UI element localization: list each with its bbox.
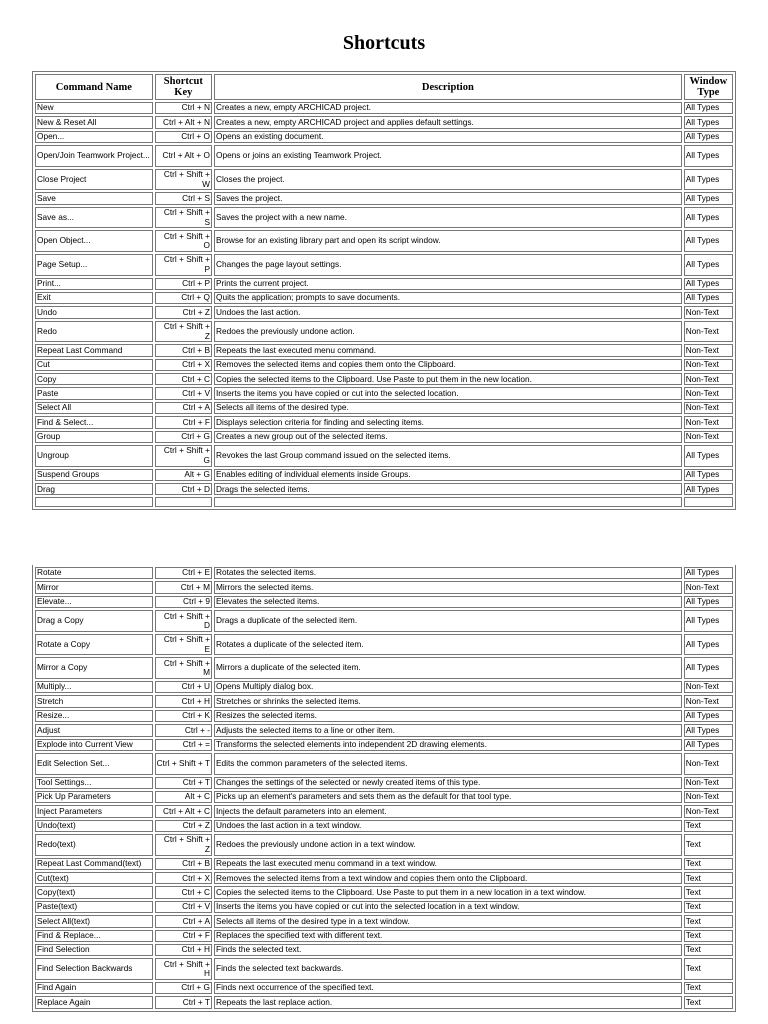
cell-shortcut-key: Ctrl + C — [155, 373, 212, 385]
cell-description: Rotates a duplicate of the selected item. — [214, 634, 682, 656]
cell-window-type: All Types — [684, 145, 733, 167]
cell-command-name: Select All — [35, 402, 153, 414]
cell-shortcut-key: Ctrl + Shift + Z — [155, 834, 212, 856]
cell-command-name: Paste — [35, 387, 153, 399]
cell-shortcut-key: Ctrl + G — [155, 982, 212, 994]
cell-command-name: Copy(text) — [35, 886, 153, 898]
cell-command-name: Cut — [35, 359, 153, 371]
cell-shortcut-key: Ctrl + Shift + O — [155, 230, 212, 252]
cell-description: Redoes the previously undone action. — [214, 321, 682, 343]
cell-window-type: Text — [684, 996, 733, 1008]
cell-description: Displays selection criteria for finding and selecting items. — [214, 416, 682, 428]
cell-window-type: All Types — [684, 610, 733, 632]
cell-command-name: Find Selection Backwards — [35, 958, 153, 980]
cell-shortcut-key: Ctrl + S — [155, 192, 212, 204]
cell-command-name: Edit Selection Set... — [35, 753, 153, 775]
cell-command-name: Close Project — [35, 169, 153, 191]
cell-description: Removes the selected items from a text window and copies them onto the Clipboard. — [214, 872, 682, 884]
cell-window-type: Text — [684, 858, 733, 870]
cell-window-type: Non-Text — [684, 805, 733, 817]
cell-description: Inserts the items you have copied or cut into the selected location. — [214, 387, 682, 399]
cell-command-name: Mirror — [35, 581, 153, 593]
table-row — [35, 402, 733, 414]
cell-shortcut-key: Ctrl + P — [155, 278, 212, 290]
cell-description: Finds next occurrence of the specified text. — [214, 982, 682, 994]
cell-window-type: Non-Text — [684, 681, 733, 693]
table-row — [35, 834, 733, 856]
cell-description: Selects all items of the desired type in a text window. — [214, 915, 682, 927]
cell-command-name: Open/Join Teamwork Project... — [35, 145, 153, 167]
cell-description: Transforms the selected elements into independent 2D drawing elements. — [214, 739, 682, 751]
table-row — [35, 739, 733, 751]
cell-window-type: All Types — [684, 102, 733, 114]
cell-command-name: Inject Parameters — [35, 805, 153, 817]
cell-command-name: Adjust — [35, 724, 153, 736]
cell-command-name: Pick Up Parameters — [35, 791, 153, 803]
table-row — [35, 416, 733, 428]
cell-window-type: All Types — [684, 469, 733, 481]
cell-window-type: Non-Text — [684, 695, 733, 707]
cell-command-name: Elevate... — [35, 596, 153, 608]
cell-window-type: Non-Text — [684, 777, 733, 789]
cell-description: Adjusts the selected items to a line or other item. — [214, 724, 682, 736]
cell-description: Quits the application; prompts to save documents. — [214, 292, 682, 304]
cell-shortcut-key: Ctrl + Shift + G — [155, 445, 212, 467]
cell-command-name: Rotate — [35, 567, 153, 579]
cell-description: Repeats the last executed menu command. — [214, 344, 682, 356]
cell-window-type: All Types — [684, 131, 733, 143]
cell-command-name: Find Again — [35, 982, 153, 994]
table-row — [35, 710, 733, 722]
cell-shortcut-key: Ctrl + Shift + W — [155, 169, 212, 191]
cell-shortcut-key: Ctrl + Alt + O — [155, 145, 212, 167]
table-row — [35, 131, 733, 143]
cell-window-type: All Types — [684, 445, 733, 467]
cell-command-name: Save as... — [35, 207, 153, 229]
cell-shortcut-key: Ctrl + = — [155, 739, 212, 751]
table-row — [35, 207, 733, 229]
cell-command-name: Drag — [35, 483, 153, 495]
cell-window-type: All Types — [684, 710, 733, 722]
table-row — [35, 145, 733, 167]
table-row — [35, 469, 733, 481]
cell-shortcut-key: Ctrl + T — [155, 777, 212, 789]
cell-window-type: All Types — [684, 254, 733, 276]
cell-window-type: Non-Text — [684, 373, 733, 385]
cell-shortcut-key: Ctrl + T — [155, 996, 212, 1008]
cell-command-name: Find & Replace... — [35, 930, 153, 942]
cell-window-type: Non-Text — [684, 321, 733, 343]
cell-command-name: Ungroup — [35, 445, 153, 467]
cell-command-name: Resize... — [35, 710, 153, 722]
table-row — [35, 886, 733, 898]
cell-description: Opens an existing document. — [214, 131, 682, 143]
cell-description: Drags a duplicate of the selected item. — [214, 610, 682, 632]
cell-description: Redoes the previously undone action in a text window. — [214, 834, 682, 856]
cell-command-name: Repeat Last Command(text) — [35, 858, 153, 870]
cell-command-name: Find Selection — [35, 944, 153, 956]
cell-window-type: All Types — [684, 567, 733, 579]
cell-shortcut-key: Ctrl + V — [155, 387, 212, 399]
cell-description: Finds the selected text. — [214, 944, 682, 956]
table-row — [35, 278, 733, 290]
table-row — [35, 192, 733, 204]
cell-window-type: Text — [684, 944, 733, 956]
cell-command-name: Mirror a Copy — [35, 657, 153, 679]
cell-description: Rotates the selected items. — [214, 567, 682, 579]
header-shortcut-key: Shortcut Key — [155, 74, 212, 100]
cell-shortcut-key: Ctrl + G — [155, 431, 212, 443]
table-row — [35, 306, 733, 318]
cell-description: Repeats the last replace action. — [214, 996, 682, 1008]
cell-description: Removes the selected items and copies them onto the Clipboard. — [214, 359, 682, 371]
cell-shortcut-key: Ctrl + 9 — [155, 596, 212, 608]
table-row — [35, 292, 733, 304]
cell-command-name: Open Object... — [35, 230, 153, 252]
cell-shortcut-key: Ctrl + Z — [155, 820, 212, 832]
shortcuts-table-page-2 — [32, 565, 736, 1012]
table-row — [35, 483, 733, 495]
table-row — [35, 359, 733, 371]
table-row — [35, 344, 733, 356]
cell-window-type: Text — [684, 901, 733, 913]
cell-command-name: Undo — [35, 306, 153, 318]
cell-description: Closes the project. — [214, 169, 682, 191]
table-row — [35, 230, 733, 252]
cell-shortcut-key: Ctrl + H — [155, 944, 212, 956]
cell-window-type: Text — [684, 915, 733, 927]
cell-description: Creates a new group out of the selected items. — [214, 431, 682, 443]
table-row — [35, 581, 733, 593]
table-row — [35, 805, 733, 817]
cell-description: Elevates the selected items. — [214, 596, 682, 608]
cell-description: Prints the current project. — [214, 278, 682, 290]
cell-shortcut-key: Alt + C — [155, 791, 212, 803]
empty-cell — [35, 497, 153, 507]
cell-shortcut-key: Ctrl + Shift + H — [155, 958, 212, 980]
cell-command-name: Exit — [35, 292, 153, 304]
cell-description: Creates a new, empty ARCHICAD project. — [214, 102, 682, 114]
empty-cell — [214, 497, 682, 507]
cell-description: Opens or joins an existing Teamwork Project. — [214, 145, 682, 167]
cell-description: Selects all items of the desired type. — [214, 402, 682, 414]
cell-command-name: Group — [35, 431, 153, 443]
cell-shortcut-key: Alt + G — [155, 469, 212, 481]
table-row — [35, 791, 733, 803]
table-row — [35, 724, 733, 736]
cell-description: Replaces the specified text with different text. — [214, 930, 682, 942]
cell-command-name: Page Setup... — [35, 254, 153, 276]
cell-window-type: All Types — [684, 292, 733, 304]
cell-window-type: Non-Text — [684, 402, 733, 414]
cell-shortcut-key: Ctrl + C — [155, 886, 212, 898]
cell-shortcut-key: Ctrl + B — [155, 344, 212, 356]
cell-command-name: Undo(text) — [35, 820, 153, 832]
table-row — [35, 901, 733, 913]
cell-window-type: Text — [684, 930, 733, 942]
cell-window-type: Non-Text — [684, 431, 733, 443]
cell-command-name: Drag a Copy — [35, 610, 153, 632]
cell-command-name: New — [35, 102, 153, 114]
cell-shortcut-key: Ctrl + A — [155, 915, 212, 927]
cell-description: Resizes the selected items. — [214, 710, 682, 722]
cell-window-type: All Types — [684, 657, 733, 679]
table-row — [35, 958, 733, 980]
cell-command-name: Find & Select... — [35, 416, 153, 428]
cell-description: Inserts the items you have copied or cut into the selected location in a text window. — [214, 901, 682, 913]
header-window-type: Window Type — [684, 74, 733, 100]
cell-description: Copies the selected items to the Clipboard. Use Paste to put them in the new location. — [214, 373, 682, 385]
cell-description: Saves the project. — [214, 192, 682, 204]
shortcuts-table-page-1 — [32, 71, 736, 510]
table-row — [35, 567, 733, 579]
cell-window-type: Non-Text — [684, 581, 733, 593]
header-row — [35, 74, 733, 100]
cell-command-name: Print... — [35, 278, 153, 290]
cell-command-name: Open... — [35, 131, 153, 143]
cell-shortcut-key: Ctrl + K — [155, 710, 212, 722]
cell-description: Mirrors the selected items. — [214, 581, 682, 593]
cell-window-type: All Types — [684, 483, 733, 495]
cell-description: Browse for an existing library part and open its script window. — [214, 230, 682, 252]
table-row — [35, 777, 733, 789]
table-row — [35, 373, 733, 385]
cell-description: Finds the selected text backwards. — [214, 958, 682, 980]
cell-command-name: Paste(text) — [35, 901, 153, 913]
cell-shortcut-key: Ctrl + V — [155, 901, 212, 913]
cell-window-type: All Types — [684, 192, 733, 204]
table-body-page-2 — [35, 567, 733, 1009]
cell-description: Creates a new, empty ARCHICAD project and applies default settings. — [214, 116, 682, 128]
cell-shortcut-key: Ctrl + M — [155, 581, 212, 593]
cell-window-type: All Types — [684, 207, 733, 229]
table-row — [35, 915, 733, 927]
table-row — [35, 996, 733, 1008]
cell-description: Changes the settings of the selected or newly created items of this type. — [214, 777, 682, 789]
table-row — [35, 930, 733, 942]
cell-description: Mirrors a duplicate of the selected item. — [214, 657, 682, 679]
cell-description: Edits the common parameters of the selected items. — [214, 753, 682, 775]
page-title: Shortcuts — [342, 32, 426, 54]
cell-shortcut-key: Ctrl + Shift + S — [155, 207, 212, 229]
table-row — [35, 681, 733, 693]
table-row — [35, 753, 733, 775]
table-row — [35, 634, 733, 656]
table-row — [35, 695, 733, 707]
table-row — [35, 596, 733, 608]
cell-command-name: Select All(text) — [35, 915, 153, 927]
cell-command-name: Multiply... — [35, 681, 153, 693]
cell-shortcut-key: Ctrl + Shift + E — [155, 634, 212, 656]
table-body-page-1 — [35, 102, 733, 507]
cell-description: Enables editing of individual elements inside Groups. — [214, 469, 682, 481]
header-command-name: Command Name — [35, 74, 153, 100]
cell-description: Undoes the last action in a text window. — [214, 820, 682, 832]
cell-window-type: All Types — [684, 739, 733, 751]
cell-description: Copies the selected items to the Clipboard. Use Paste to put them in a new location in a text window. — [214, 886, 682, 898]
cell-window-type: All Types — [684, 169, 733, 191]
cell-window-type: All Types — [684, 724, 733, 736]
cell-command-name: Save — [35, 192, 153, 204]
cell-command-name: Tool Settings... — [35, 777, 153, 789]
cell-window-type: Text — [684, 834, 733, 856]
cell-description: Injects the default parameters into an element. — [214, 805, 682, 817]
cell-window-type: All Types — [684, 278, 733, 290]
empty-cell — [684, 497, 733, 507]
cell-window-type: Non-Text — [684, 791, 733, 803]
table-row — [35, 387, 733, 399]
table-row — [35, 944, 733, 956]
cell-shortcut-key: Ctrl + Z — [155, 306, 212, 318]
cell-description: Undoes the last action. — [214, 306, 682, 318]
table-row — [35, 321, 733, 343]
cell-shortcut-key: Ctrl + E — [155, 567, 212, 579]
cell-command-name: Cut(text) — [35, 872, 153, 884]
cell-window-type: Non-Text — [684, 416, 733, 428]
cell-window-type: Non-Text — [684, 359, 733, 371]
cell-command-name: Redo — [35, 321, 153, 343]
cell-shortcut-key: Ctrl + Alt + C — [155, 805, 212, 817]
table-row — [35, 872, 733, 884]
cell-shortcut-key: Ctrl + A — [155, 402, 212, 414]
table-row — [35, 820, 733, 832]
table-row — [35, 858, 733, 870]
cell-command-name: Stretch — [35, 695, 153, 707]
table-row — [35, 445, 733, 467]
cell-shortcut-key: Ctrl + H — [155, 695, 212, 707]
cell-window-type: All Types — [684, 634, 733, 656]
cell-window-type: Text — [684, 958, 733, 980]
table-row — [35, 254, 733, 276]
empty-cell — [155, 497, 212, 507]
cell-shortcut-key: Ctrl + B — [155, 858, 212, 870]
table-row — [35, 169, 733, 191]
cell-window-type: All Types — [684, 596, 733, 608]
table-row — [35, 982, 733, 994]
cell-shortcut-key: Ctrl + N — [155, 102, 212, 114]
cell-command-name: Copy — [35, 373, 153, 385]
cell-window-type: All Types — [684, 230, 733, 252]
cell-command-name: Repeat Last Command — [35, 344, 153, 356]
cell-command-name: Replace Again — [35, 996, 153, 1008]
cell-shortcut-key: Ctrl + Shift + T — [155, 753, 212, 775]
table-row — [35, 102, 733, 114]
table-row — [35, 116, 733, 128]
cell-description: Changes the page layout settings. — [214, 254, 682, 276]
cell-description: Drags the selected items. — [214, 483, 682, 495]
header-description: Description — [214, 74, 682, 100]
cell-description: Opens Multiply dialog box. — [214, 681, 682, 693]
cell-shortcut-key: Ctrl + U — [155, 681, 212, 693]
cell-shortcut-key: Ctrl + Shift + P — [155, 254, 212, 276]
cell-window-type: All Types — [684, 116, 733, 128]
cell-window-type: Text — [684, 886, 733, 898]
cell-shortcut-key: Ctrl + Shift + M — [155, 657, 212, 679]
cell-window-type: Non-Text — [684, 387, 733, 399]
cell-shortcut-key: Ctrl + D — [155, 483, 212, 495]
cell-description: Saves the project with a new name. — [214, 207, 682, 229]
table-row — [35, 657, 733, 679]
cell-shortcut-key: Ctrl + Shift + D — [155, 610, 212, 632]
cell-shortcut-key: Ctrl + O — [155, 131, 212, 143]
cell-shortcut-key: Ctrl + F — [155, 416, 212, 428]
cell-description: Revokes the last Group command issued on the selected items. — [214, 445, 682, 467]
cell-window-type: Non-Text — [684, 344, 733, 356]
cell-window-type: Non-Text — [684, 753, 733, 775]
cell-command-name: New & Reset All — [35, 116, 153, 128]
cell-command-name: Rotate a Copy — [35, 634, 153, 656]
cell-shortcut-key: Ctrl + X — [155, 359, 212, 371]
cell-window-type: Text — [684, 872, 733, 884]
cell-description: Stretches or shrinks the selected items. — [214, 695, 682, 707]
cell-window-type: Text — [684, 982, 733, 994]
cell-window-type: Non-Text — [684, 306, 733, 318]
cell-description: Picks up an element's parameters and sets them as the default for that tool type. — [214, 791, 682, 803]
cell-command-name: Suspend Groups — [35, 469, 153, 481]
cell-shortcut-key: Ctrl + X — [155, 872, 212, 884]
cell-description: Repeats the last executed menu command in a text window. — [214, 858, 682, 870]
cell-shortcut-key: Ctrl + Q — [155, 292, 212, 304]
cell-command-name: Explode into Current View — [35, 739, 153, 751]
table-row — [35, 610, 733, 632]
cell-window-type: Text — [684, 820, 733, 832]
cell-shortcut-key: Ctrl + - — [155, 724, 212, 736]
cell-shortcut-key: Ctrl + Alt + N — [155, 116, 212, 128]
cell-shortcut-key: Ctrl + Shift + Z — [155, 321, 212, 343]
table-row — [35, 431, 733, 443]
cell-shortcut-key: Ctrl + F — [155, 930, 212, 942]
cell-command-name: Redo(text) — [35, 834, 153, 856]
empty-row — [35, 497, 733, 507]
